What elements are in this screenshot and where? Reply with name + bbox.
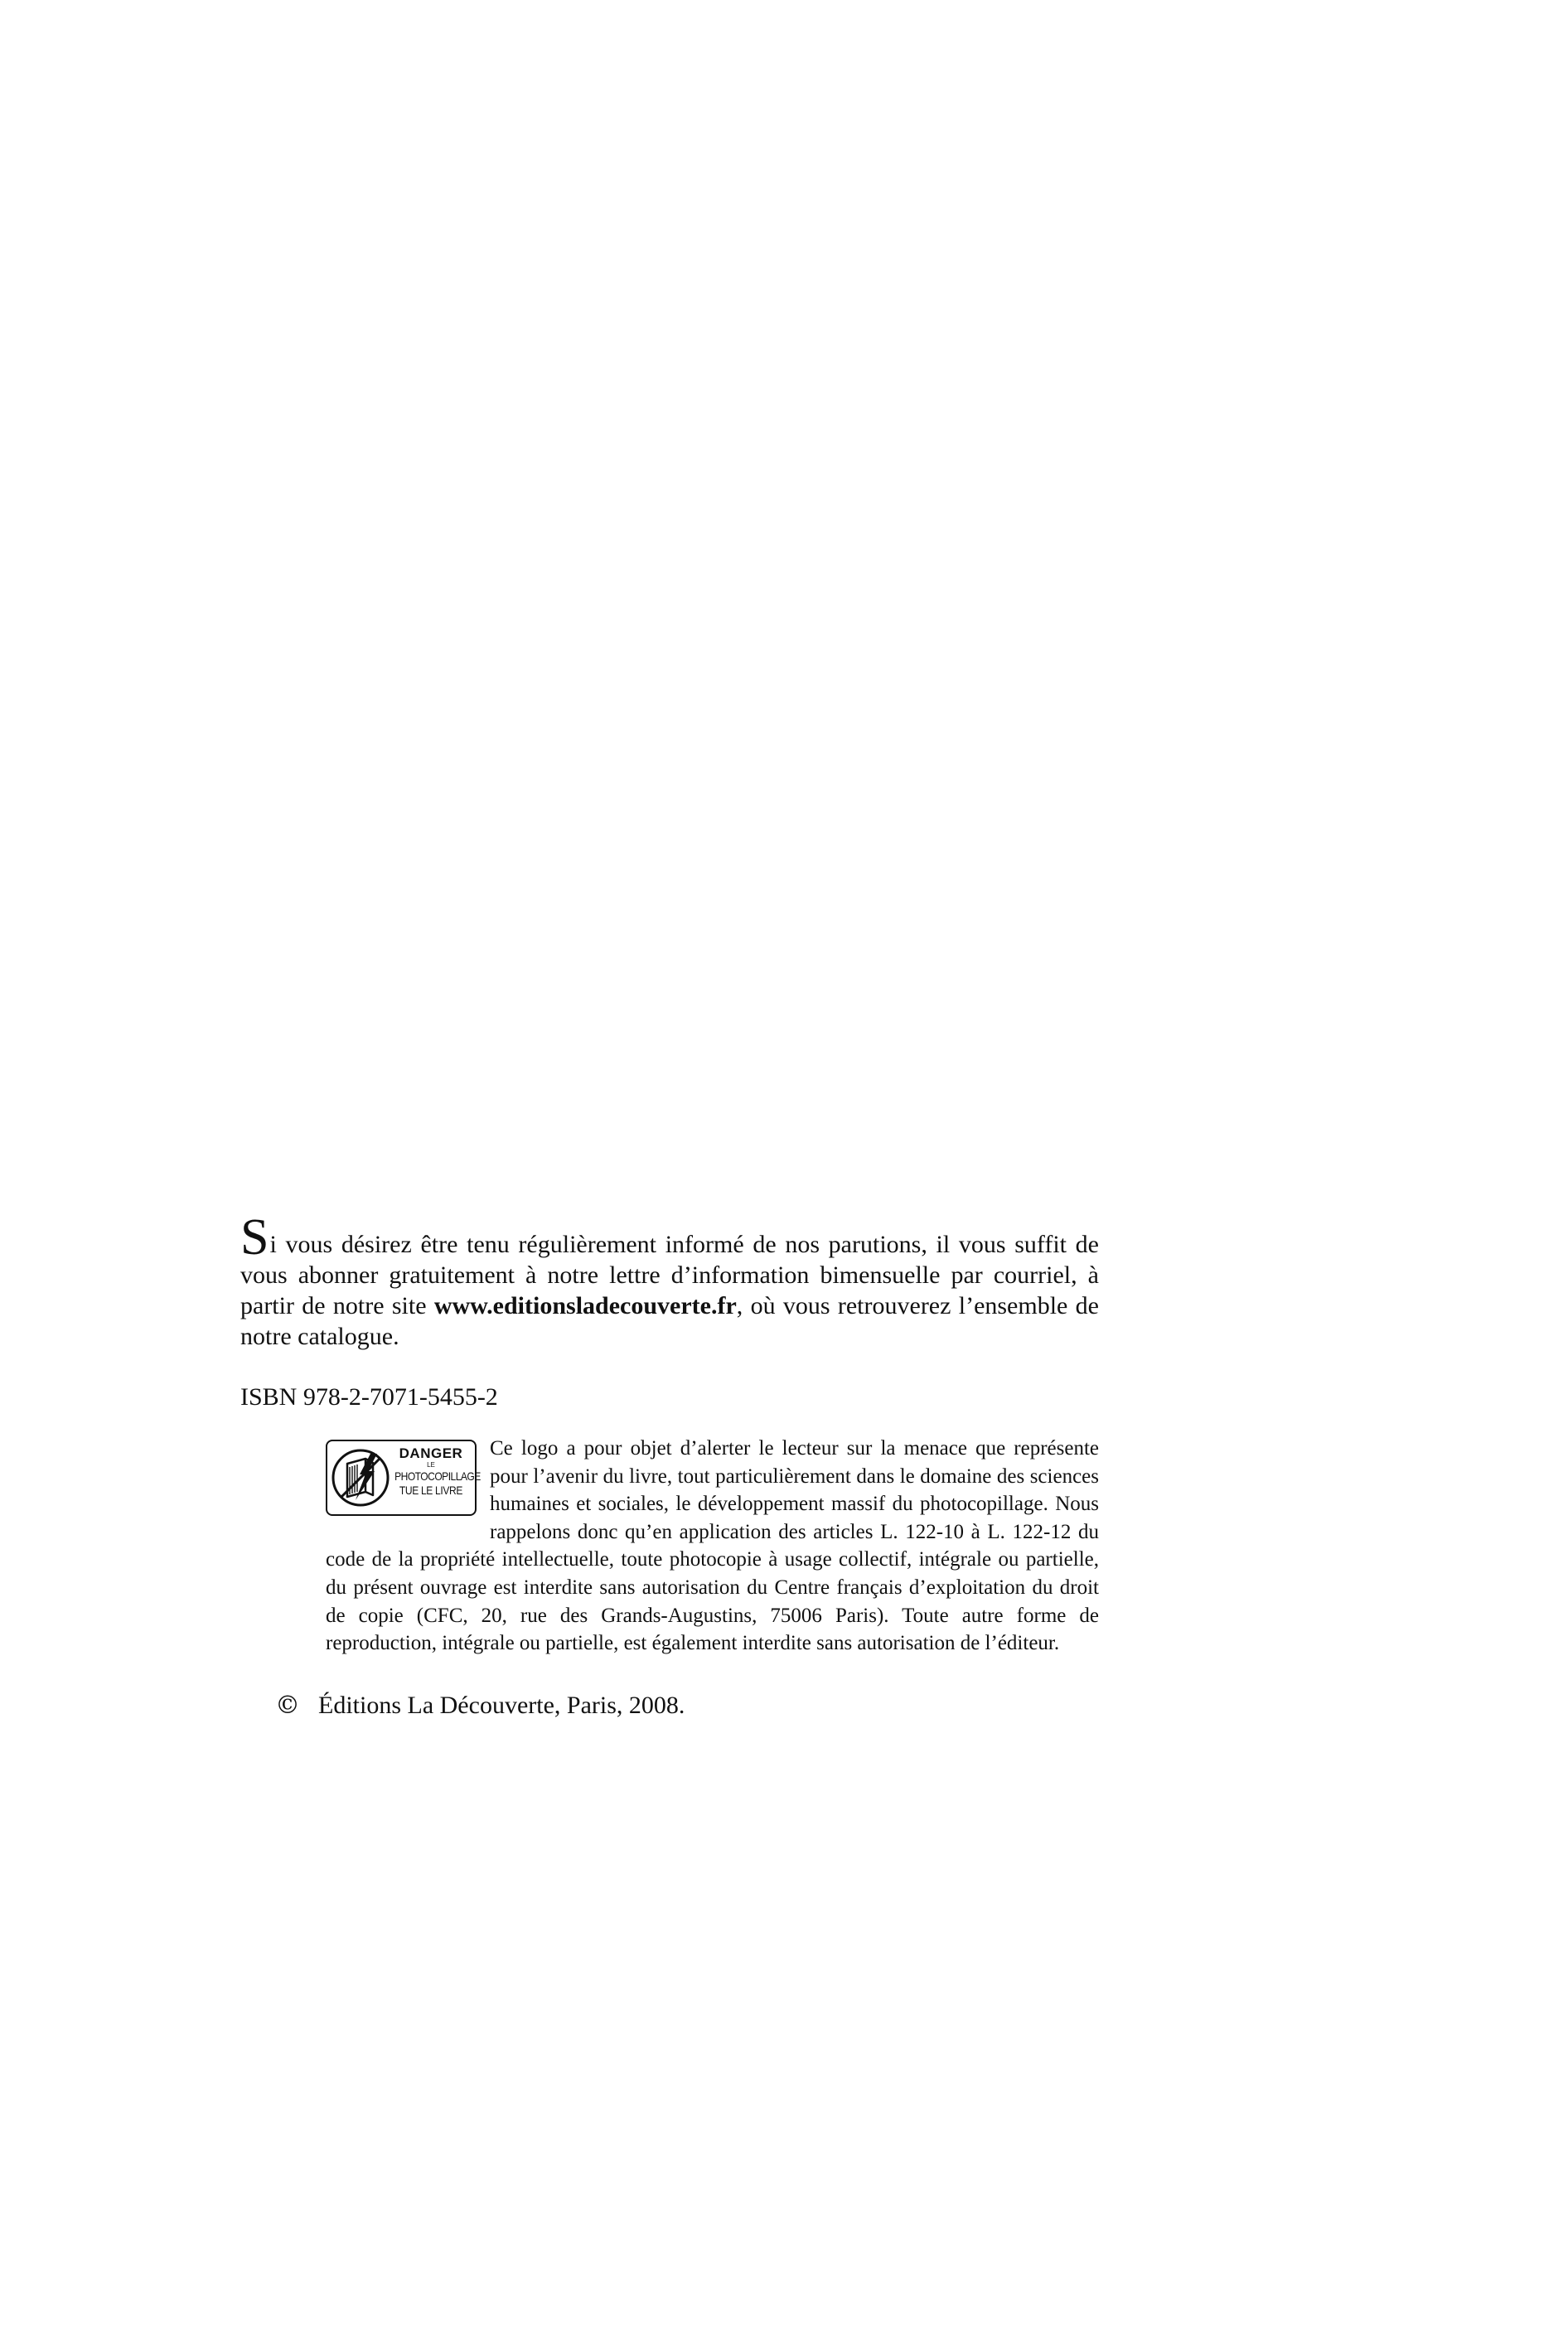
book-lightning-icon	[332, 1447, 390, 1508]
isbn-number: ISBN 978-2-7071-5455-2	[240, 1383, 498, 1411]
publisher-website-link[interactable]: www.editionsladecouverte.fr	[433, 1292, 737, 1319]
newsletter-text-start: i vous désirez être tenu régulièrement informé de nos parutions, il vous suffit de vous abonner gratuitement à notre lettre d’information bimensuelle par courriel, à partir de notre site	[240, 1231, 1099, 1319]
logo-le-label: LE	[427, 1461, 435, 1469]
newsletter-paragraph	[240, 1209, 1099, 1352]
logo-tue-le-livre-label: TUE LE LIVRE	[399, 1484, 463, 1497]
drop-cap: S	[240, 1209, 269, 1266]
copyright-symbol: ©	[275, 1690, 300, 1720]
copyright-text: Éditions La Découverte, Paris, 2008.	[318, 1691, 685, 1719]
logo-text	[389, 1445, 481, 1497]
photocopy-notice	[326, 1435, 1099, 1658]
copyright-page-text	[240, 1209, 1099, 1721]
copyright-line	[275, 1691, 1099, 1721]
photocopy-notice-text: Ce logo a pour objet d’alerter le lecteur sur la menace que représente pour l’avenir du livre, tout particulièrement dans le domaine des sciences humaines et sociales, le développement massif du photocopillage. Nous rappelons donc qu’en application des articles L. 122-10 à L. 122-12 du code de la propriété intellectuelle, toute photocopie à usage collectif, intégrale ou partielle, du présent ouvrage est interdite sans autorisation du Centre français d’exploitation du droit de copie (CFC, 20, rue des Grands-Augustins, 75006 Paris). Toute autre forme de reproduction, intégrale ou partielle, est également interdite sans autorisation de l’éditeur.	[326, 1437, 1099, 1655]
logo-photocopillage-label: PHOTOCOPILLAGE	[394, 1469, 481, 1483]
logo-danger-label: DANGER	[399, 1445, 463, 1461]
danger-photocopillage-logo	[326, 1440, 481, 1516]
newsletter-text-end: , où vous retrouverez l’ensemble de notre catalogue.	[240, 1292, 1099, 1350]
